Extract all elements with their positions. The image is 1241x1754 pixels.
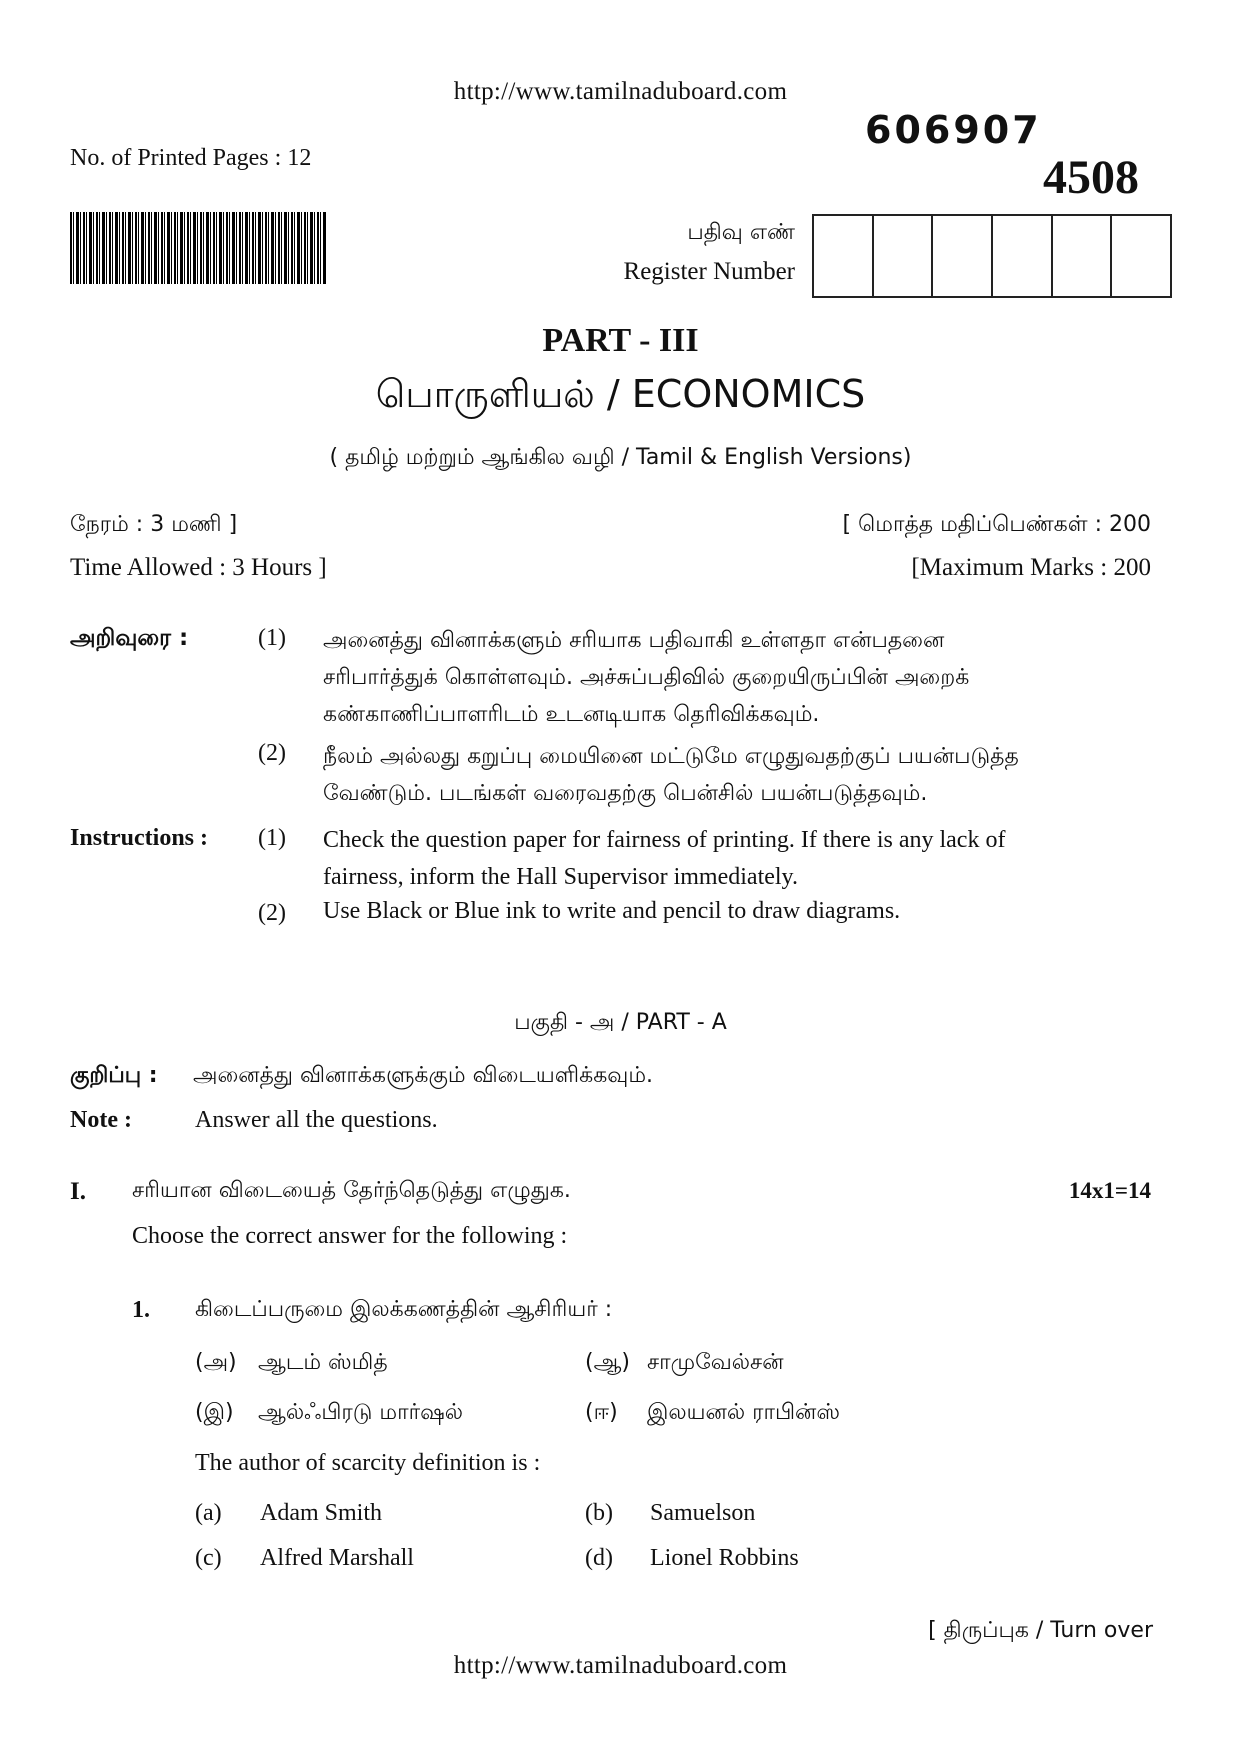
option-tamil-c-label[interactable]: (இ) (195, 1400, 234, 1425)
option-english-d-text: Lionel Robbins (650, 1545, 799, 1571)
question-number: 1. (132, 1297, 150, 1323)
instr-tamil-num-1: (1) (258, 625, 286, 651)
instr-english-text-2: Use Black or Blue ink to write and pencil to draw diagrams. (323, 898, 901, 924)
instr-tamil-text-2 (323, 738, 1153, 812)
time-tamil: நேரம் : 3 மணி ] (70, 512, 238, 537)
register-label-english: Register Number (623, 258, 795, 285)
option-english-c-label[interactable]: (c) (195, 1545, 222, 1571)
turn-over: [ திருப்புக / Turn over (928, 1618, 1153, 1643)
option-english-b-label[interactable]: (b) (585, 1500, 613, 1526)
instr-english-num-2: (2) (258, 900, 286, 926)
option-tamil-b-text: சாமுவேல்சன் (647, 1350, 784, 1375)
section-roman: I. (70, 1178, 86, 1205)
option-tamil-a-text: ஆடம் ஸ்மித் (258, 1350, 388, 1375)
question-tamil: கிடைப்பருமை இலக்கணத்தின் ஆசிரியர் : (195, 1297, 613, 1322)
subject-title: பொருளியல் / ECONOMICS (375, 372, 866, 416)
footer-url[interactable]: http://www.tamilnaduboard.com (453, 1652, 788, 1679)
part-title: PART - III (542, 322, 699, 359)
option-english-d-label[interactable]: (d) (585, 1545, 613, 1571)
note-english: Answer all the questions. (195, 1107, 438, 1133)
register-label-tamil: பதிவு எண் (687, 220, 795, 245)
instr-english-1-line-1: Check the question paper for fairness of printing. If there is any lack of (323, 827, 1006, 853)
instr-tamil-2-line-2: வேண்டும். படங்கள் வரைவதற்கு பென்சில் பயன்படுத்தவும். (323, 781, 928, 806)
section-instruction-tamil: சரியான விடையைத் தேர்ந்தெடுத்து எழுதுக. (132, 1178, 571, 1203)
barcode (70, 212, 326, 284)
code-number: 606907 (865, 108, 1042, 152)
register-number-boxes[interactable] (812, 214, 1172, 298)
instructions-tamil-label: அறிவுரை : (70, 625, 189, 651)
instr-tamil-text-1 (323, 622, 1153, 733)
instr-tamil-2-line-1: நீலம் அல்லது கறுப்பு மையினை மட்டுமே எழுதுவதற்குப் பயன்படுத்த (323, 744, 1019, 769)
printed-pages: No. of Printed Pages : 12 (70, 145, 312, 171)
header-url[interactable]: http://www.tamilnaduboard.com (453, 78, 788, 105)
instr-tamil-1-line-2: சரிபார்த்துக் கொள்ளவும். அச்சுப்பதிவில் குறையிருப்பின் அறைக் (323, 665, 970, 690)
option-tamil-d-label[interactable]: (ஈ) (585, 1400, 618, 1425)
time-english: Time Allowed : 3 Hours ] (70, 554, 327, 581)
instructions-english-label: Instructions : (70, 825, 209, 851)
section-marks: 14x1=14 (1068, 1178, 1151, 1203)
versions-line: ( தமிழ் மற்றும் ஆங்கில வழி / Tamil & English Versions) (329, 445, 912, 470)
option-tamil-c-text: ஆல்ஃபிரடு மார்ஷல் (258, 1400, 463, 1425)
option-tamil-b-label[interactable]: (ஆ) (585, 1350, 630, 1375)
option-english-a-text: Adam Smith (260, 1500, 383, 1526)
question-english: The author of scarcity definition is : (195, 1450, 541, 1476)
note-english-label: Note : (70, 1107, 132, 1133)
marks-english: [Maximum Marks : 200 (911, 554, 1151, 581)
marks-tamil: [ மொத்த மதிப்பெண்கள் : 200 (842, 512, 1151, 537)
register-cell[interactable] (993, 216, 1053, 296)
part-a-heading: பகுதி - அ / PART - A (514, 1010, 727, 1035)
instr-english-1-line-2: fairness, inform the Hall Supervisor immediately. (323, 864, 798, 890)
paper-code: 4508 (1043, 151, 1139, 204)
instr-tamil-num-2: (2) (258, 740, 286, 766)
note-tamil: அனைத்து வினாக்களுக்கும் விடையளிக்கவும். (193, 1063, 654, 1088)
instr-english-text-1 (323, 822, 1153, 896)
option-english-c-text: Alfred Marshall (260, 1545, 414, 1571)
note-tamil-label: குறிப்பு : (70, 1063, 158, 1088)
option-english-b-text: Samuelson (650, 1500, 756, 1526)
option-tamil-d-text: இலயனல் ராபின்ஸ் (647, 1400, 841, 1425)
instr-tamil-1-line-3: கண்காணிப்பாளரிடம் உடனடியாக தெரிவிக்கவும். (323, 702, 820, 727)
instr-english-num-1: (1) (258, 825, 286, 851)
register-cell[interactable] (1053, 216, 1113, 296)
register-cell[interactable] (814, 216, 874, 296)
register-cell[interactable] (1112, 216, 1170, 296)
register-cell[interactable] (874, 216, 934, 296)
option-english-a-label[interactable]: (a) (195, 1500, 222, 1526)
register-cell[interactable] (933, 216, 993, 296)
option-tamil-a-label[interactable]: (அ) (195, 1350, 237, 1375)
instr-tamil-1-line-1: அனைத்து வினாக்களும் சரியாக பதிவாகி உள்ளதா என்பதனை (323, 628, 945, 653)
section-instruction-english: Choose the correct answer for the following : (132, 1223, 568, 1249)
